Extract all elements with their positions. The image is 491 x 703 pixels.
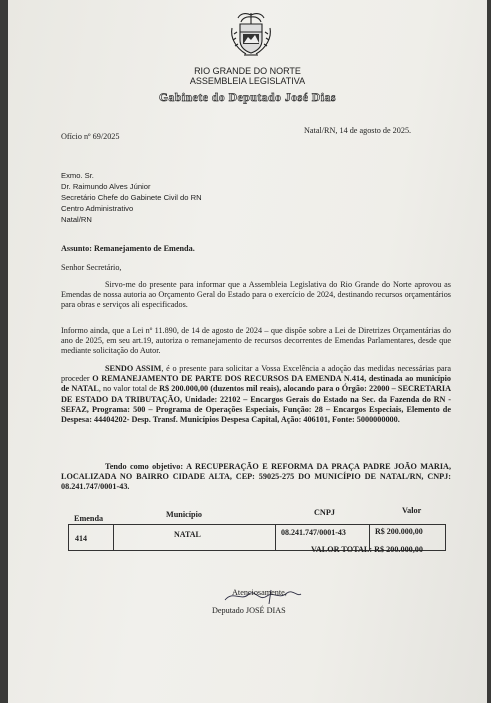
recipient-line: Exmo. Sr. [61,171,94,180]
state-name: RIO GRANDE DO NORTE [194,66,301,76]
paragraph-3 [61,364,451,425]
p3-text-a: , é o presente para solicitar a Vossa Excelência a adoção das medidas necessárias para proceder [61,364,451,384]
recipient-line: Secretário Chefe do Gabinete Civil do RN [61,193,202,202]
sendo-assim: SENDO ASSIM [105,364,162,373]
assembly-name: ASSEMBLEIA LEGISLATIVA [189,76,306,86]
letter-page [8,0,487,703]
recipient-line: Centro Administrativo [61,204,134,213]
subject-text: Remanejamento de Emenda. [94,244,195,253]
th-valor: Valor [402,506,422,515]
state-coat-of-arms-icon [226,10,276,58]
paragraph-4: Tendo como objetivo: A RECUPERAÇÃO E REFORMA DA PRAÇA PADRE JOÃO MARIA, LOCALIZADA NO BAIRRO CIDADE ALTA, CEP: 59025-275 DO MUNICÍPIO DE NATAL/RN, CNPJ: 08.241.747/0001-43. [61,462,451,492]
p3-allocation: R$ 200.000,00 (duzentos mil reais), alocando para o Órgão: 22000 – SECRETARIA DE ESTADO DA TRIBUTAÇÃO, Unidade: 22102 – Encargos Gerais do Estado na Sec. da Fazenda do RN - SEFAZ, Programa: 500 – Programa de Operações Especiais, Função: 28 – Encargos Especiais, Elemento de Despesa: 44404202- Desp. Transf. Municípios Despesa Capital, Ação: 406101, Fonte: 5000000000. [61,384,452,425]
farewell: Atenciosamente, [232,588,287,597]
p3-remanejamento: O REMANEJAMENTO DE PARTE DOS RECURSOS DA EMENDA N.414, destinada ao município de NATAL [61,374,451,394]
td-emenda: 414 [75,534,87,543]
letter-number: Ofício nº 69/2025 [61,132,120,141]
th-emenda: Emenda [74,514,104,523]
place-date: Natal/RN, 14 de agosto de 2025. [304,126,412,135]
th-cnpj: CNPJ [314,508,335,517]
subject-label: Assunto: [61,244,92,253]
recipient-block [61,170,202,225]
cabinet-title: Gabinete do Deputado José Dias [158,92,337,104]
p3-text-c: , no valor total de [98,384,160,394]
total-value: VALOR TOTAL: R$ 200.000,00 [311,545,423,554]
td-municipio: NATAL [174,530,201,539]
paragraph-2: Informo ainda, que a Lei nº 11.890, de 14 de agosto de 2024 – que dispõe sobre a Lei de Diretrizes Orçamentárias do ano de 2025, em seu art.19, autoriza o remanejamento de recursos decorrentes de Emendas Parlamentares, desde que mediante solicitação do Autor. [61,326,451,356]
td-cnpj: 08.241.747/0001-43 [281,528,346,537]
th-municipio: Município [166,510,202,519]
td-valor: R$ 200.000,00 [375,527,423,536]
recipient-line: Dr. Raimundo Alves Júnior [61,182,151,191]
recipient-line: Natal/RN [61,215,92,224]
salutation: Senhor Secretário, [61,263,122,272]
subject-line [61,244,195,254]
paragraph-1: Sirvo-me do presente para informar que a Assembleia Legislativa do Rio Grande do Norte aprovou as Emendas de nossa autoria ao Orçamento Geral do Estado para o exercício de 2024, destinando recursos orçamentários para obras e serviços ali especificados. [61,280,451,310]
signer-name: Deputado JOSÉ DIAS [212,606,286,615]
